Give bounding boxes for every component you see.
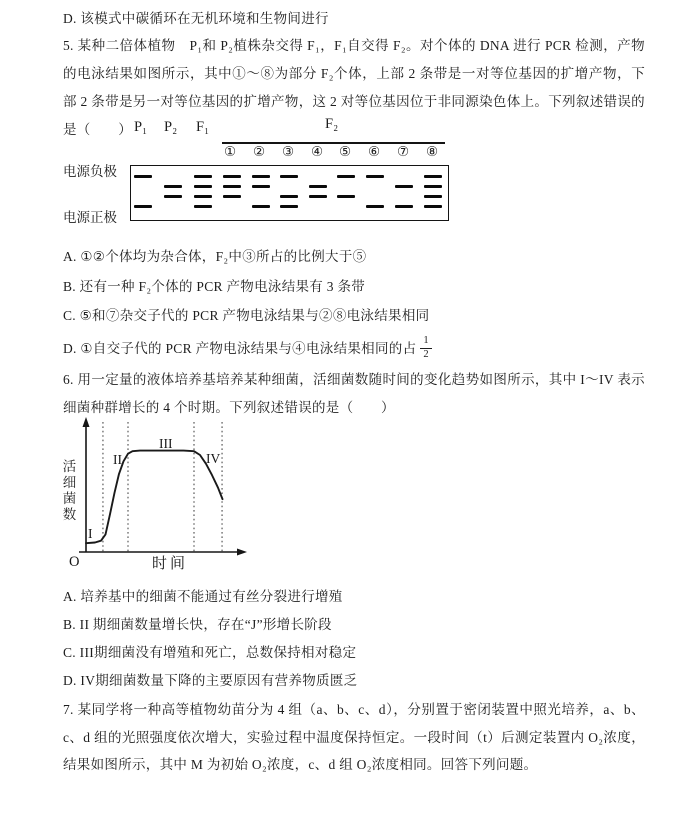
y-axis-label: 活细菌数 [62,459,77,522]
electrode-negative-label: 电源负极 [63,164,117,179]
gel-lane-number: ② [252,144,266,159]
phase-label-ii: II [113,452,122,467]
gel-band [280,205,298,208]
gel-lane-label-f1: F₁ [196,119,210,135]
gel-band [223,195,241,198]
gel-band [252,175,270,178]
q5-option-b: B. 还有一种 F₂个体的 PCR 产物电泳结果有 3 条带 [63,279,366,294]
origin-label: O [69,554,80,570]
q6-option-a: A. 培养基中的细菌不能通过有丝分裂进行增殖 [63,589,343,604]
gel-band [309,195,327,198]
gel-band [164,185,182,188]
gel-band [395,185,413,188]
q5-option-a: A. ①②个体均为杂合体，F₂中③所占的比例大于⑤ [63,249,367,264]
gel-lane-number: ⑧ [425,144,439,159]
fraction-denominator: 2 [423,349,429,361]
x-axis-arrow-icon [237,549,247,556]
gel-group-label-f2: F₂ [325,116,339,132]
gel-band [309,185,327,188]
q5-option-d [63,337,432,363]
gel-band [337,195,355,198]
gel-band [280,175,298,178]
gel-band [194,185,212,188]
growth-curve-svg [50,416,265,576]
gel-band [280,195,298,198]
gel-lane-number: ⑤ [338,144,352,159]
phase-label-i: I [88,526,93,541]
q5-stem: 5. 某种二倍体植物 P₁和 P₂植株杂交得 F₁，F₁自交得 F₂。对个体的 DNA 进行 PCR 检测，产物的电泳结果如图所示，其中①～⑧为部分 F₂个体，上部 2 条带是一对等位基因的扩增产物，下部 2 条带是另一对等位基因的扩增产物，这 2 对等位基因位于非同源染色体上。下列叙述错误的是（ ） [63,38,645,137]
gel-band [424,175,442,178]
gel-lane-number: ⑦ [396,144,410,159]
q7-stem: 7. 某同学将一种高等植物幼苗分为 4 组（a、b、c、d），分别置于密闭装置中照光培养，a、b、c、d 组的光照强度依次增大，实验过程中温度保持恒定。一段时间（t）后测定装置内 O₂浓度，结果如图所示，其中 M 为初始 O₂浓度，c、d 组 O₂浓度相同。回答下列问题。 [63,702,645,772]
fraction-numerator: 1 [420,335,432,349]
q6-option-d: D. IV期细菌数量下降的主要原因有营养物质匮乏 [63,673,358,688]
gel-band [194,205,212,208]
gel-band [223,175,241,178]
gel-lane-label-p2: P₂ [164,119,178,135]
q5-option-c: C. ⑤和⑦杂交子代的 PCR 产物电泳结果与②⑧电泳结果相同 [63,308,430,323]
gel-band [252,205,270,208]
gel-band [252,185,270,188]
electrode-positive-label: 电源正极 [63,210,117,225]
gel-band [134,205,152,208]
x-axis-label: 时间 [152,556,189,572]
gel-band [424,185,442,188]
q5-option-d-text: D. ①自交子代的 PCR 产物电泳结果与④电泳结果相同的占 [63,341,417,357]
gel-band [395,205,413,208]
one-half-fraction [420,335,432,361]
phase-label-iii: III [159,436,173,451]
q6-option-c: C. III期细菌没有增殖和死亡，总数保持相对稳定 [63,645,357,660]
gel-band [164,195,182,198]
gel-lane-number: ⑥ [367,144,381,159]
gel-band [194,195,212,198]
gel-band [223,185,241,188]
gel-band [134,175,152,178]
growth-curve-path [86,451,223,544]
gel-band [366,175,384,178]
gel-band [337,175,355,178]
gel-lane-label-p1: P₁ [134,119,148,135]
gel-band [366,205,384,208]
phase-label-iv: IV [206,451,221,466]
q6-stem: 6. 用一定量的液体培养基培养某种细菌，活细菌数随时间的变化趋势如图所示，其中 I～IV 表示细菌种群增长的 4 个时期。下列叙述错误的是（ ） [63,372,645,415]
gel-band [424,205,442,208]
q6-option-b: B. II 期细菌数量增长快，存在“J”形增长阶段 [63,617,332,632]
prev-question-option-d: D. 该模式中碳循环在无机环境和生物间进行 [63,11,329,26]
gel-lane-number: ③ [281,144,295,159]
gel-band [424,195,442,198]
gel-band [194,175,212,178]
gel-lane-number: ① [223,144,237,159]
y-axis-arrow-icon [83,417,90,427]
gel-lane-number: ④ [310,144,324,159]
gel-box [130,165,449,221]
